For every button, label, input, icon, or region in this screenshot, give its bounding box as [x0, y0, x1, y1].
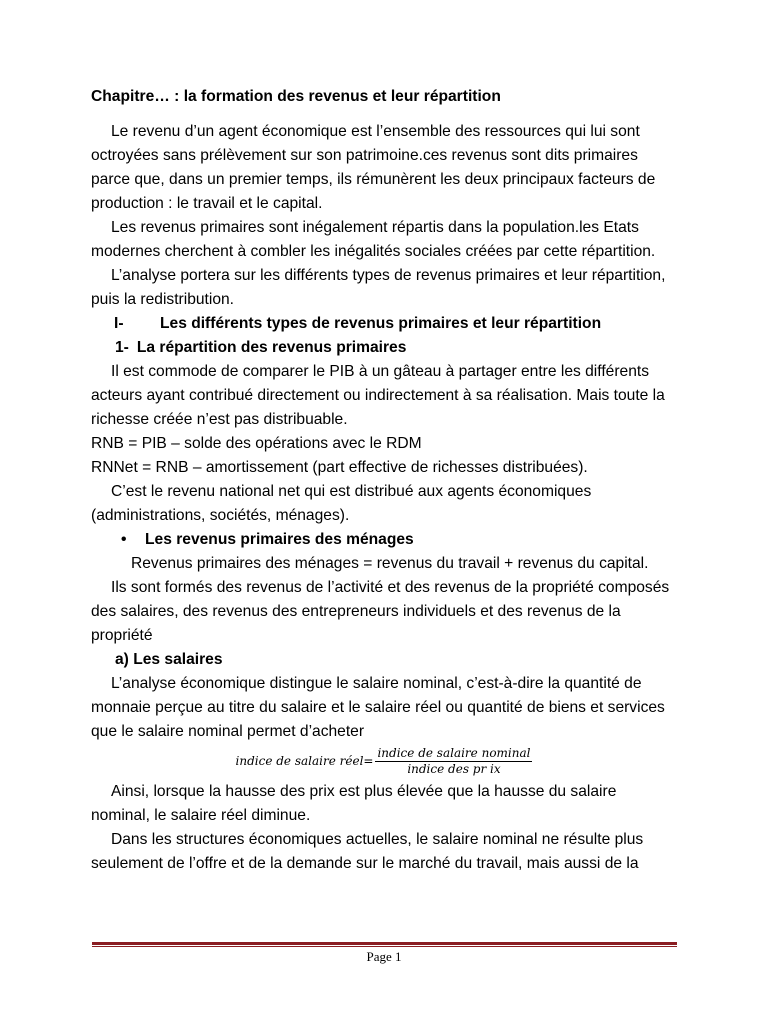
formula-fraction	[375, 746, 532, 777]
chapter-title: Chapitre… : la formation des revenus et leur répartition	[91, 88, 501, 105]
equation-line: RNB = PIB – solde des opérations avec le RDM	[91, 435, 422, 452]
bullet-title: Les revenus primaires des ménages	[145, 531, 414, 548]
subsection-heading	[91, 648, 677, 672]
footer-rule	[92, 942, 677, 945]
formula	[91, 744, 677, 778]
paragraph: Revenus primaires des ménages = revenus du travail + revenus du capital.	[131, 555, 649, 572]
equation-line: RNNet = RNB – amortissement (part effective de richesses distribuées).	[91, 459, 588, 476]
paragraph: Le revenu d’un agent économique est l’ensemble des ressources qui lui sont octroyées sans prélèvement sur son patrimoine.ces revenus sont dits primaires parce que, dans un premier temps, ils rémunèrent les deux principaux facteurs de production : le travail et le capital.	[91, 123, 656, 212]
subsection-title: Les salaires	[133, 651, 223, 668]
subsection-title: La répartition des revenus primaires	[136, 339, 407, 356]
formula-numerator: indice de salaire nominal	[377, 745, 531, 760]
subsection-heading	[91, 336, 677, 360]
paragraph: L’analyse portera sur les différents types de revenus primaires et leur répartition, puis la redistribution.	[91, 267, 666, 308]
formula-denominator: indice des pr ix	[407, 761, 501, 776]
formula-lhs: indice de salaire réel=	[235, 754, 374, 768]
section-number: I-	[114, 315, 124, 332]
paragraph: Il est commode de comparer le PIB à un gâteau à partager entre les différents acteurs ayant contribué directement ou indirectement à sa réalisation. Mais toute la richesse créée n’est pas distribuable.	[91, 363, 665, 428]
bullet-symbol: •	[121, 531, 127, 548]
subsection-number: a)	[115, 651, 129, 668]
footer-rule-thin	[92, 946, 677, 947]
document-body	[91, 85, 677, 876]
page-number: Page 1	[366, 949, 402, 964]
paragraph: C’est le revenu national net qui est distribué aux agents économiques (administrations, sociétés, ménages).	[91, 483, 592, 524]
paragraph: Ils sont formés des revenus de l’activité et des revenus de la propriété composés des salaires, des revenus des entrepreneurs individuels et des revenus de la propriété	[91, 579, 670, 644]
bullet-heading	[91, 528, 677, 552]
paragraph: Dans les structures économiques actuelles, le salaire nominal ne résulte plus seulement de l’offre et de la demande sur le marché du travail, mais aussi de la	[91, 831, 644, 872]
subsection-number: 1-	[115, 339, 129, 356]
paragraph: L’analyse économique distingue le salaire nominal, c’est-à-dire la quantité de monnaie perçue au titre du salaire et le salaire réel ou quantité de biens et services que le salaire nominal permet d’acheter	[91, 675, 665, 740]
paragraph: Les revenus primaires sont inégalement répartis dans la population.les Etats modernes cherchent à combler les inégalités sociales créées par cette répartition.	[91, 219, 656, 260]
section-title: Les différents types de revenus primaires et leur répartition	[160, 315, 602, 332]
paragraph: Ainsi, lorsque la hausse des prix est plus élevée que la hausse du salaire nominal, le salaire réel diminue.	[91, 783, 617, 824]
section-heading	[91, 312, 677, 336]
